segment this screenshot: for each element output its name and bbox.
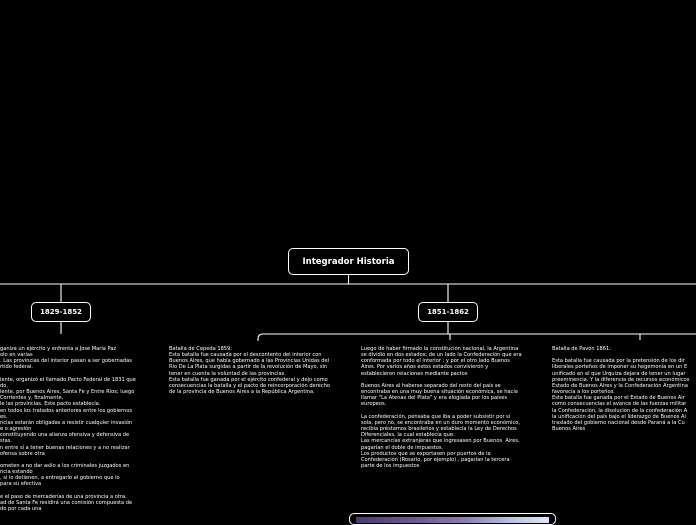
- topic-text-pavon[interactable]: Batalla de Pavón 1861: Esta batalla fue causada por la pretensión de los dir liberales porteños de imponer su hegemonía en un E unificado en el que Urquiza dejara de tener un lugar preeminencia. Y la diferencia de recursos económicos Estado de Buenos Aires y la Confederación Argentina favorecía a los porteños. Esta batalla fue ganada por el Estado de Buenos Air como consecuencias el avance de las fuerzas militar la Confederación, la disolución de la confederación A la unificación del país bajo el liderazgo de Buenos Ai traslado del gobierno nacional desde Paraná a la Cu Buenos Aires: [552, 346, 690, 433]
- branch-label: 1851-1862: [427, 308, 469, 316]
- branch-2-bracket: [258, 334, 696, 341]
- branch-node-1851-1862[interactable]: [418, 302, 478, 322]
- topic-text-cepeda[interactable]: Batalla de Cepeda 1859: Esta batalla fue causada por el descontento del interior con Buenos Aires, que había gobernado a las Provincias Unidas del Río De La Plata surgidas a partir de la revolución de Mayo, sin tener en cuenta la voluntad de las provincias. Esta batalla fue ganada por el ejército confederal y dejo como consecuencias la batalla y el pacto de reincorporación derecho de la provincia de Buenos Aires a la República Argentina.: [169, 346, 330, 396]
- image-card[interactable]: [349, 513, 556, 525]
- topic-text-division[interactable]: Luego de haber firmado la constitución nacional, la Argentina se dividió en dos estados; de un lado la Confederación que era conformada por todo el interior ; y por el otro lado Buenos Aires. Por varios años estos estados convivieron y establecieron relaciones mediante pactos Buenos Aires al haberse separado del resto del país se encontraba en una muy buena situación económica, se hacía llamar "La Atenas del Plata" y era elogiada por los países europeos. La confederación, pensaba que iba a poder subsistir por sí sola, pero no, se encontraba en un duro momento económico, recibía préstamos brasileños y establecía la Ley de Derechos Diferenciales, la cual establecía que: Las mercancías extranjeras que ingresasen por Buenos Aires, pagarían el doble de impuestos. Los productos que se exportasen por puertos de la Confederación (Rosario, por ejemplo) , pagarían la tercera parte de los impuestos: [361, 346, 522, 469]
- topic-text-pacto-federal[interactable]: ganiza un ejército y enfrenta a José María Paz olo en varias . Las provincias del interior pasan a ser gobernadas rtido federal. iente, organizó el llamado Pacto Federal de 1831 que do, iente, por Buenos Aires, Santa Fe y Entre Ríos; luego Corrientes y, finalmente, le las provincias. Este pacto establecía. en todos los tratados anteriores entre los gobiernos es. ncias estarán obligadas a resistir cualquier invasión e o agresión constituyendo una alianza ofensiva y defensiva de stas. n entre sí a tener buenas relaciones y a no realizar ofensa sobre otra ometen a no dar asilo a los criminales juzgados en ncia estando , si lo detienen, a entregarlo al gobierno que lo para su efectiva e el paso de mercaderías de una provincia a otra. ad de Santa Fe residirá una comisión compuesta de do por cada una: [0, 346, 136, 513]
- card-image: [356, 517, 549, 523]
- root-node[interactable]: [288, 248, 409, 275]
- root-title: Integrador Historia: [302, 256, 395, 267]
- branch-label: 1829-1852: [40, 308, 82, 316]
- branch-node-1829-1852[interactable]: [31, 302, 91, 322]
